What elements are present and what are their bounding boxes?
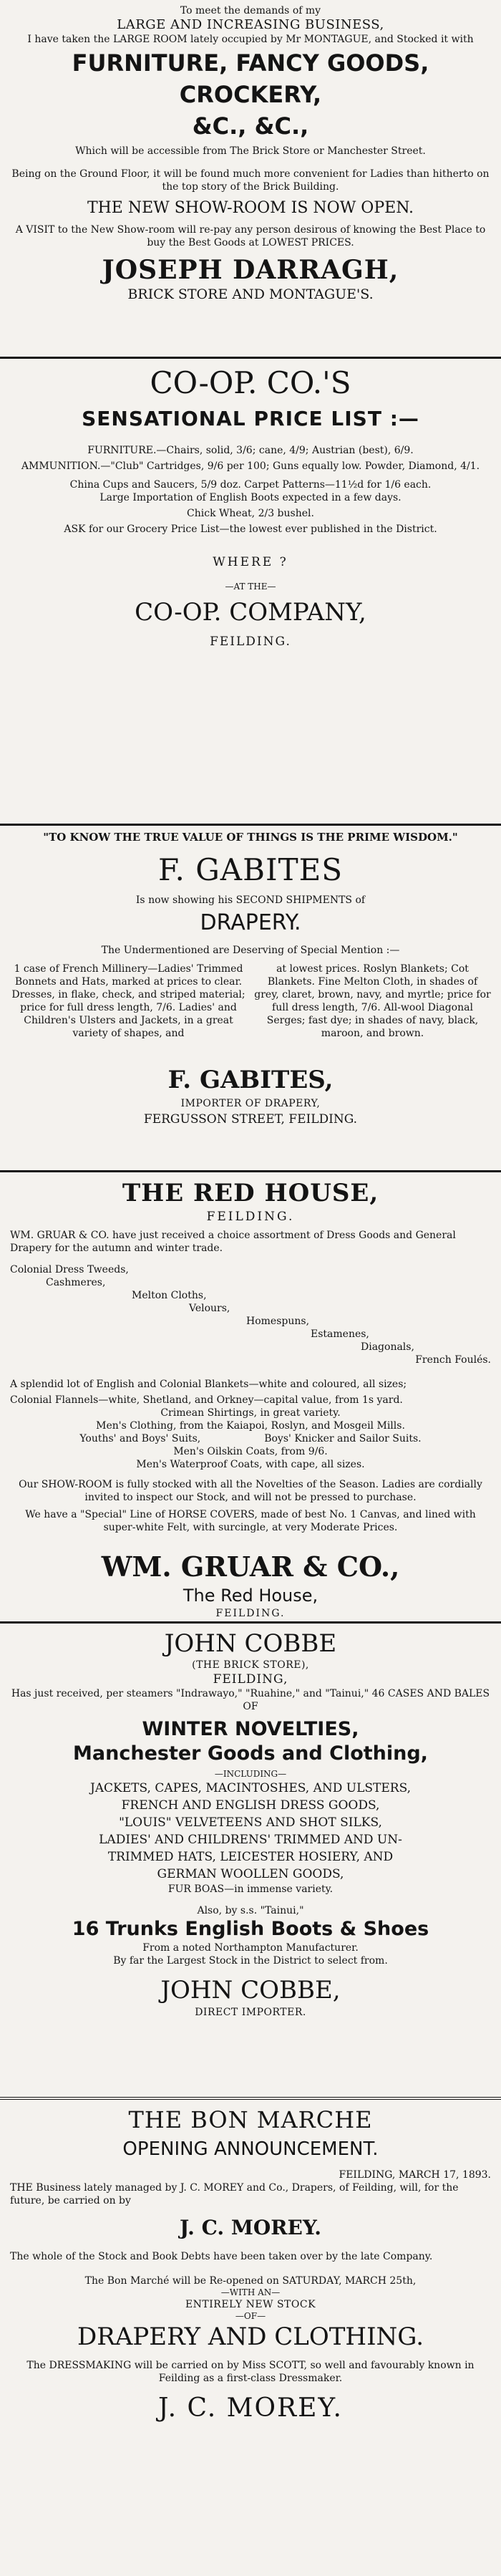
ad4-shirtings: Crimean Shirtings, in great variety.	[160, 1407, 341, 1419]
ad4-showroom: Our SHOW-ROOM is fully stocked with all the Novelties of the Season. Ladies are cordially invited to inspect our Stock, and will not be pressed to purchase.	[19, 1479, 482, 1503]
ad4-item-estamenes: Estamenes,	[311, 1328, 369, 1340]
co-op-advertisement	[0, 364, 501, 650]
cobbe-advertisement	[0, 1629, 501, 2019]
ad4-waterproof: Men's Waterproof Coats, with cape, all sizes.	[136, 1459, 365, 1470]
ad1-line7: Which will be accessible from The Brick Store or Manchester Street.	[75, 145, 426, 157]
ad3-left-column: 1 case of French Millinery—Ladies' Trimmed Bonnets and Hats, marked at prices to clear. Dresses, in flake, check, and striped material; price for full dress length, 7/6. Ladies' and Children's Ulsters and Jackets, in a great variety of shapes, and	[11, 963, 245, 1039]
ad6-reopening: The Bon Marché will be Re-opened on SATURDAY, MARCH 25th,	[84, 2275, 417, 2287]
ad5-also-by: Also, by s.s. "Tainui,"	[197, 1905, 304, 1916]
ad6-of: —OF—	[235, 2311, 266, 2321]
ad2-furniture-prices: FURNITURE.—Chairs, solid, 3/6; cane, 4/9; Austrian (best), 6/9.	[87, 445, 414, 456]
ad1-proprietor-name: JOSEPH DARRAGH,	[102, 255, 399, 285]
ad4-blankets: A splendid lot of English and Colonial Blankets—white and coloured, all sizes;	[10, 1379, 407, 1390]
ad5-name-footer: JOHN COBBE,	[160, 1976, 341, 2005]
ad4-town: FEILDING.	[206, 1210, 295, 1224]
ad2-at-the: —AT THE—	[225, 582, 276, 592]
ad5-town: FEILDING,	[213, 1672, 288, 1687]
ad5-jackets: JACKETS, CAPES, MACINTOSHES, AND ULSTERS,	[89, 1781, 412, 1795]
divider-rule-5	[0, 2097, 501, 2100]
ad1-line8: Being on the Ground Floor, it will be found much more convenient for Ladies than hitherto on the top story of the Brick Building.	[11, 168, 490, 193]
ad2-grocery-note: ASK for our Grocery Price List—the lowest ever published in the District.	[64, 524, 437, 535]
ad4-house: The Red House,	[183, 1586, 318, 1606]
ad3-name-footer: F. GABITES,	[167, 1066, 334, 1094]
ad1-crockery-heading: CROCKERY,	[179, 81, 322, 108]
ad3-name: F. GABITES	[157, 852, 344, 887]
ad4-item-melton: Melton Cloths,	[132, 1290, 207, 1301]
red-house-advertisement	[0, 1177, 501, 1620]
ad6-drapery-clothing: DRAPERY AND CLOTHING.	[77, 2322, 424, 2351]
ad2-boots-note: Large Importation of English Boots expected in a few days.	[99, 492, 402, 503]
ad4-flannels: Colonial Flannels—white, Shetland, and Orkney—capital value, from 1s yard.	[10, 1394, 403, 1406]
ad4-item-tweeds: Colonial Dress Tweeds,	[10, 1264, 129, 1275]
ad6-date: FEILDING, MARCH 17, 1893.	[339, 2169, 491, 2181]
ad6-dressmaking: The DRESSMAKING will be carried on by Miss SCOTT, so well and favourably known in Feilding as a first-class Dressmaker.	[26, 2360, 475, 2384]
ad5-received: Has just received, per steamers "Indrawayo," "Ruahine," and "Tainui," 46 CASES AND BALES OF	[11, 1688, 490, 1712]
ad6-business-note: THE Business lately managed by J. C. MOREY and Co., Drapers, of Feilding, will, for the future, be carried on by	[10, 2182, 459, 2206]
ad6-proprietor: J. C. MOREY.	[180, 2216, 321, 2239]
divider-rule-3	[0, 1170, 501, 1172]
divider-rule-4	[0, 1621, 501, 1624]
ad4-title: THE RED HOUSE,	[122, 1179, 379, 1207]
ad2-town: FEILDING.	[210, 635, 291, 649]
ad5-importer: DIRECT IMPORTER.	[195, 2007, 306, 2018]
ad3-street: FERGUSSON STREET, FEILDING.	[143, 1112, 358, 1127]
ad5-trimmed-hats-2: TRIMMED HATS, LEICESTER HOSIERY, AND	[107, 1850, 394, 1864]
divider-rule-1	[0, 357, 501, 359]
ad3-drapery: DRAPERY.	[200, 910, 301, 935]
ad6-subtitle: OPENING ANNOUNCEMENT.	[122, 2138, 379, 2160]
gabites-advertisement	[0, 831, 501, 1127]
ad4-mens-clothing: Men's Clothing, from the Kaiapoi, Roslyn, and Mosgeil Mills.	[96, 1420, 405, 1432]
ad5-name: JOHN COBBE	[164, 1629, 337, 1658]
ad5-velveteens: "LOUIS" VELVETEENS AND SHOT SILKS,	[119, 1815, 382, 1830]
ad1-etc-heading: &C., &C.,	[192, 112, 309, 140]
ad6-stock-note: The whole of the Stock and Book Debts have been taken over by the late Company.	[10, 2251, 433, 2262]
ad4-firm-name: WM. GRUAR & CO.,	[101, 1550, 400, 1583]
ad1-address: BRICK STORE AND MONTAGUE'S.	[127, 286, 374, 302]
ad5-store: (THE BRICK STORE),	[192, 1659, 309, 1671]
ad6-with-an: —WITH AN—	[220, 2287, 281, 2297]
ad4-item-cashmeres: Cashmeres,	[46, 1277, 106, 1288]
ad5-fur-boas: FUR BOAS—in immense variety.	[167, 1883, 334, 1895]
ad6-new-stock: ENTIRELY NEW STOCK	[185, 2299, 316, 2310]
ad3-right-column: at lowest prices. Roslyn Blankets; Cot Blankets. Fine Melton Cloth, in shades of grey, claret, brown, navy, and myrtle; price for full dress length, 7/6. All-wool Diagonal Serges; fast dye; in shades of navy, black, maroon, and brown.	[254, 963, 491, 1039]
ad5-trimmed-hats-1: LADIES' AND CHILDRENS' TRIMMED AND UN-	[99, 1833, 402, 1847]
ad5-manufacturer: From a noted Northampton Manufacturer.	[142, 1942, 359, 1954]
ad1-furniture-heading: FURNITURE, FANCY GOODS,	[72, 49, 429, 77]
ad2-company-name: CO-OP. COMPANY,	[135, 598, 366, 627]
ad4-intro: WM. GRUAR & CO. have just received a choice assortment of Dress Goods and General Drapery for the autumn and winter trade.	[10, 1230, 456, 1254]
ad2-ammunition-prices: AMMUNITION.—"Club" Cartridges, 9/6 per 100; Guns equally low. Powder, Diamond, 4/1.	[21, 460, 480, 472]
ad1-line2: LARGE AND INCREASING BUSINESS,	[117, 17, 384, 32]
ad3-importer: IMPORTER OF DRAPERY,	[180, 1098, 321, 1109]
ad6-proprietor-footer: J. C. MOREY.	[158, 2393, 343, 2423]
ad2-subtitle: SENSATIONAL PRICE LIST :—	[82, 407, 419, 430]
ad5-trunks-boots: 16 Trunks English Boots & Shoes	[72, 1918, 429, 1940]
ad5-winter-novelties: WINTER NOVELTIES,	[142, 1718, 359, 1740]
ad2-china-prices: China Cups and Saucers, 5/9 doz. Carpet Patterns—11½d for 1/6 each.	[69, 479, 432, 491]
ad4-horse-covers: We have a "Special" Line of HORSE COVERS, made of best No. 1 Canvas, and lined with super-white Felt, with surcingle, at very Moderate Prices.	[25, 1509, 476, 1533]
ad4-item-foules: French Foulés.	[415, 1354, 491, 1366]
darragh-advertisement	[0, 4, 501, 302]
ad4-item-diagonals: Diagonals,	[361, 1341, 414, 1353]
bon-marche-advertisement	[0, 2105, 501, 2425]
ad5-dress-goods: FRENCH AND ENGLISH DRESS GOODS,	[121, 1798, 380, 1813]
ad1-line3: I have taken the LARGE ROOM lately occupied by Mr MONTAGUE, and Stocked it with	[27, 34, 474, 45]
ad1-show-room-open: THE NEW SHOW-ROOM IS NOW OPEN.	[87, 199, 414, 217]
ad2-wheat-price: Chick Wheat, 2/3 bushel.	[187, 508, 314, 519]
ad3-quote: "TO KNOW THE TRUE VALUE OF THINGS IS THE PRIME WISDOM."	[43, 831, 458, 844]
ad1-line1: To meet the demands of my	[180, 5, 321, 16]
ad5-manchester-goods: Manchester Goods and Clothing,	[73, 1742, 428, 1765]
ad5-including: —INCLUDING—	[214, 1769, 287, 1779]
ad3-showing: Is now showing his SECOND SHIPMENTS of	[135, 894, 366, 906]
ad3-items-columns	[10, 963, 491, 1040]
ad3-intro: The Undermentioned are Deserving of Special Mention :—	[101, 945, 400, 956]
ad2-title: CO-OP. CO.'S	[150, 365, 351, 400]
divider-rule-2	[0, 824, 501, 826]
ad2-where: WHERE ?	[213, 555, 288, 569]
ad4-item-velours: Velours,	[189, 1303, 230, 1314]
ad6-title: THE BON MARCHE	[128, 2106, 373, 2133]
ad4-town-footer: FEILDING.	[215, 1608, 286, 1619]
ad4-oilskin: Men's Oilskin Coats, from 9/6.	[173, 1446, 328, 1457]
ad1-line10: A VISIT to the New Show-room will re-pay any person desirous of knowing the Best Place to buy the Best Goods at LOWEST PRICES.	[15, 224, 486, 249]
ad4-boys-suits: Youths' and Boys' Suits, Boys' Knicker and Sailor Suits.	[79, 1433, 422, 1444]
ad4-item-homespuns: Homespuns,	[246, 1316, 310, 1327]
ad5-largest-stock: By far the Largest Stock in the District to select from.	[113, 1955, 388, 1967]
ad5-woollen-goods: GERMAN WOOLLEN GOODS,	[157, 1867, 344, 1881]
